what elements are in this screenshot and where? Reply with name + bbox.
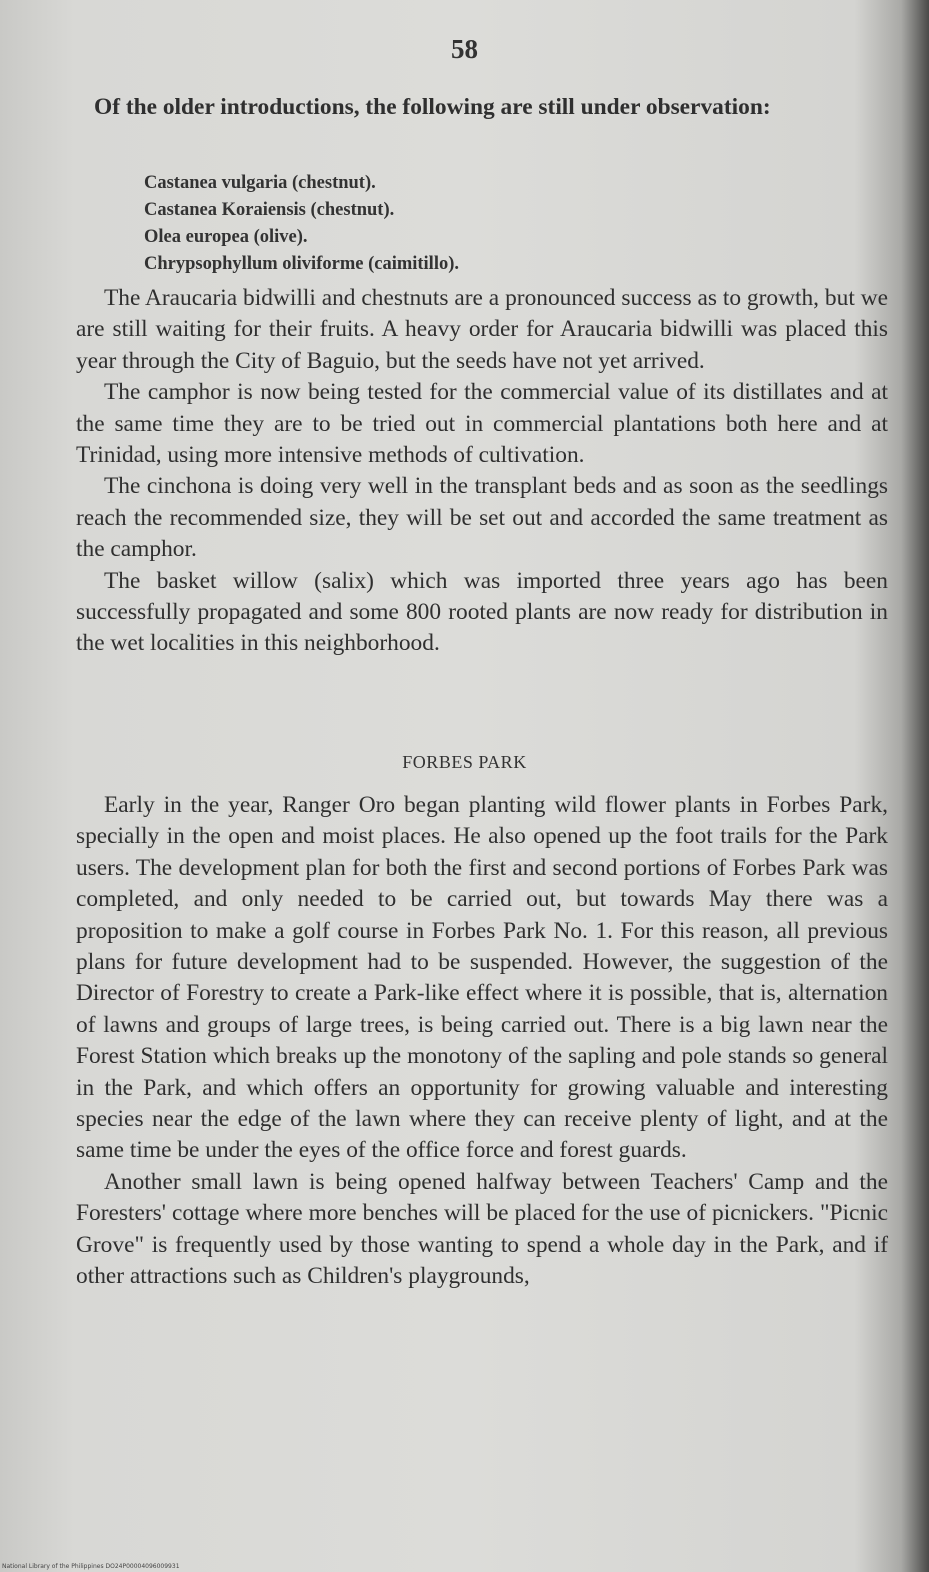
paragraph-small-lawn: Another small lawn is being opened halfway between Teachers' Camp and the Foresters' cottage where more benches will be placed for the use of picnickers. "Picnic Grove" is frequently used by those wanting to spend a whole day in the Park, and if other attractions such as Children's playgrounds, [76,1168,888,1290]
section-heading: FORBES PARK [402,752,527,772]
scan-footer: National Library of the Philippines DO24P00004096009931 [2,1563,180,1570]
intro-text: Of the older introductions, the following are still under observation: [94,94,771,120]
intro-paragraph [76,92,888,123]
page-number: 58 [451,34,478,64]
species-item: Olea europea (olive). [144,227,308,247]
paragraph-camphor: The camphor is now being tested for the commercial value of its distillates and at the same time they are to be tried out in commercial plantations both here and at Trinidad, using more intensive methods of cultivation. [76,379,888,469]
species-item: Chrypsophyllum oliviforme (caimitillo). [144,254,459,274]
paragraph-willow: The basket willow (salix) which was imported three years ago has been successfully propagated and some 800 rooted plants are now ready for distribution in the wet localities in this neighborhood. [76,567,888,657]
paragraph-forbes-park: Early in the year, Ranger Oro began planting wild flower plants in Forbes Park, specially in the open and moist places. He also opened up the foot trails for the Park users. The development plan for both the first and second portions of Forbes Park was completed, and only needed to be carried out, but towards May there was a proposition to make a golf course in Forbes Park No. 1. For this reason, all previous plans for future development had to be suspended. However, the suggestion of the Director of Forestry to create a Park-like effect where it is possible, that is, alternation of lawns and groups of large trees, is being carried out. There is a big lawn near the Forest Station which breaks up the monotony of the sapling and pole stands so general in the Park, and which offers an opportunity for growing valuable and interesting species near the edge of the lawn where they can receive plenty of light, and at the same time be under the eyes of the office force and forest guards. [76,792,888,1164]
species-list [144,170,459,278]
body-block-1 [76,283,888,660]
paragraph-cinchona: The cinchona is doing very well in the transplant beds and as soon as the seedlings reach the recommended size, they will be set out and accorded the same treatment as the camphor. [76,473,888,563]
species-item: Castanea vulgaria (chestnut). [144,173,376,193]
body-block-2 [76,790,888,1293]
species-item: Castanea Koraiensis (chestnut). [144,200,395,220]
paragraph-araucaria: The Araucaria bidwilli and chestnuts are a pronounced success as to growth, but we are still waiting for their fruits. A heavy order for Araucaria bidwilli was placed this year through the City of Baguio, but the seeds have not yet arrived. [76,285,888,374]
